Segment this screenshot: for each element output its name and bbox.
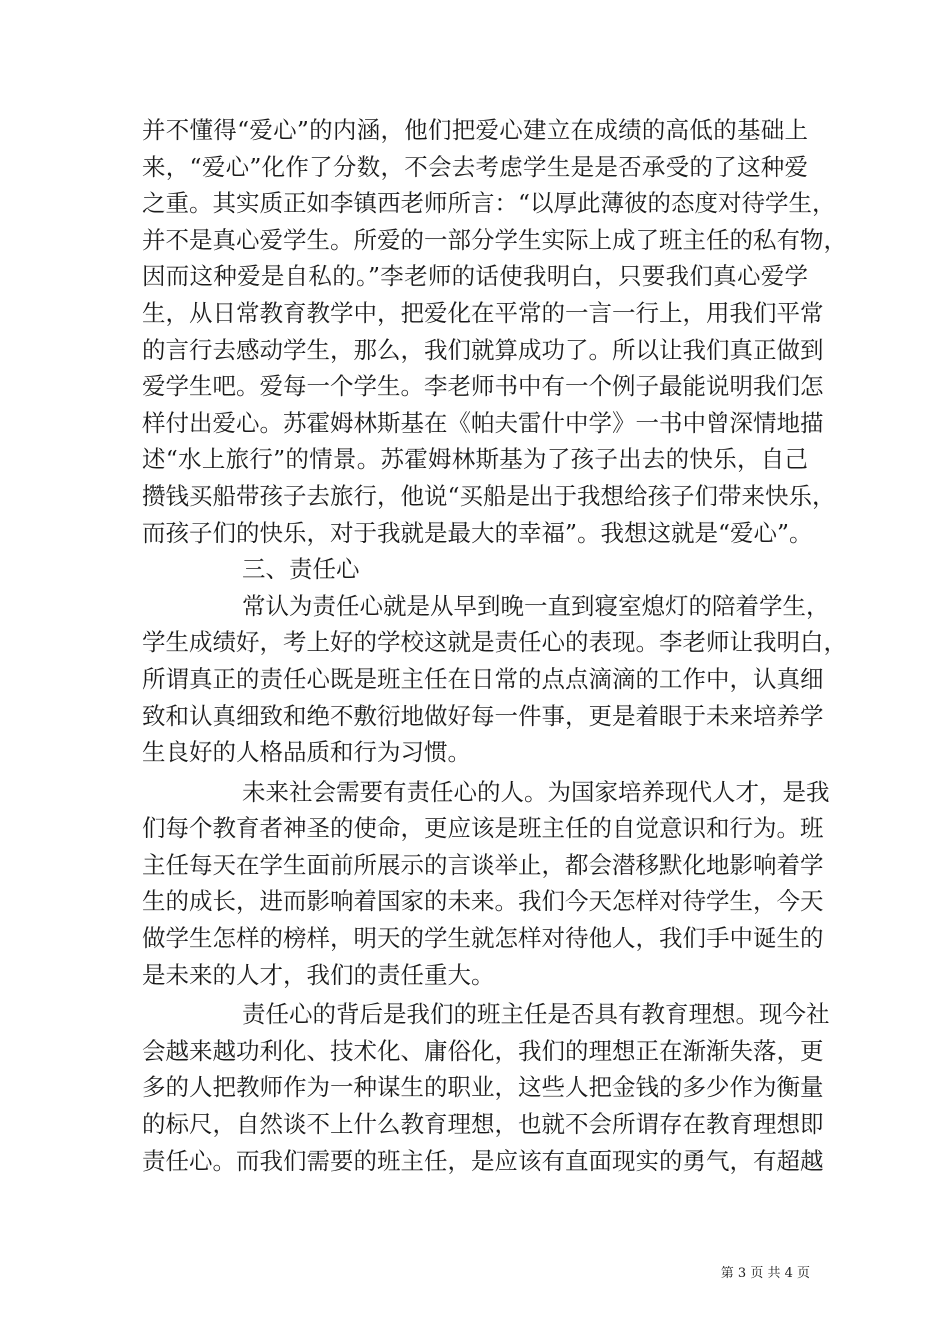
text-line: 学生成绩好，考上好的学校这就是责任心的表现。李老师让我明白， (142, 628, 847, 657)
text-line: 并不是真心爱学生。所爱的一部分学生实际上成了班主任的私有物， (142, 225, 847, 254)
text-line: 责任心。而我们需要的班主任，是应该有直面现实的勇气，有超越 (142, 1146, 824, 1175)
text-line: 样付出爱心。苏霍姆林斯基在《帕夫雷什中学》一书中曾深情地描 (142, 408, 824, 437)
text-line: 是未来的人才，我们的责任重大。 (142, 960, 495, 989)
paragraph-first-line: 未来社会需要有责任心的人。为国家培养现代人才，是我 (242, 777, 830, 806)
paragraph-first-line: 常认为责任心就是从早到晚一直到寝室熄灯的陪着学生， (242, 591, 830, 620)
text-line: 的言行去感动学生，那么，我们就算成功了。所以让我们真正做到 (142, 335, 824, 364)
text-line: 爱学生吧。爱每一个学生。李老师书中有一个例子最能说明我们怎 (142, 372, 824, 401)
text-line: 们每个教育者神圣的使命，更应该是班主任的自觉意识和行为。班 (142, 814, 824, 843)
text-line: 而孩子们的快乐，对于我就是最大的幸福”。我想这就是“爱心”。 (142, 518, 813, 547)
text-line: 做学生怎样的榜样，明天的学生就怎样对待他人，我们手中诞生的 (142, 924, 824, 953)
text-line: 生良好的人格品质和行为习惯。 (142, 738, 471, 767)
text-line: 之重。其实质正如李镇西老师所言：“以厚此薄彼的态度对待学生， (142, 189, 836, 218)
page-number-footer: 第 3 页 共 4 页 (720, 1266, 810, 1281)
text-line: 生，从日常教育教学中，把爱化在平常的一言一行上，用我们平常 (142, 298, 824, 327)
text-line: 会越来越功利化、技术化、庸俗化，我们的理想正在渐渐失落，更 (142, 1036, 824, 1065)
text-line: 述“水上旅行”的情景。苏霍姆林斯基为了孩子出去的快乐，自己 (142, 445, 808, 474)
text-line: 主任每天在学生面前所展示的言谈举止，都会潜移默化地影响着学 (142, 850, 824, 879)
text-line: 生的成长，进而影响着国家的未来。我们今天怎样对待学生，今天 (142, 887, 824, 916)
text-line: 多的人把教师作为一种谋生的职业，这些人把金钱的多少作为衡量 (142, 1073, 824, 1102)
paragraph-first-line: 责任心的背后是我们的班主任是否具有教育理想。现今社 (242, 1000, 830, 1029)
body-text (142, 112, 847, 1179)
text-line: 致和认真细致和绝不敷衍地做好每一件事，更是着眼于未来培养学 (142, 701, 824, 730)
text-line: 所谓真正的责任心既是班主任在日常的点点滴滴的工作中，认真细 (142, 664, 824, 693)
text-line: 的标尺，自然谈不上什么教育理想，也就不会所谓存在教育理想即 (142, 1110, 824, 1139)
text-line: 并不懂得“爱心”的内涵，他们把爱心建立在成绩的高低的基础上 (142, 116, 808, 144)
text-line: 因而这种爱是自私的。”李老师的话使我明白，只要我们真心爱学 (142, 262, 808, 291)
text-line: 来，“爱心”化作了分数，不会去考虑学生是是否承受的了这种爱 (142, 152, 808, 181)
section-heading: 三、责任心 (242, 555, 360, 584)
text-line: 攒钱买船带孩子去旅行，他说“买船是出于我想给孩子们带来快乐， (142, 481, 836, 510)
